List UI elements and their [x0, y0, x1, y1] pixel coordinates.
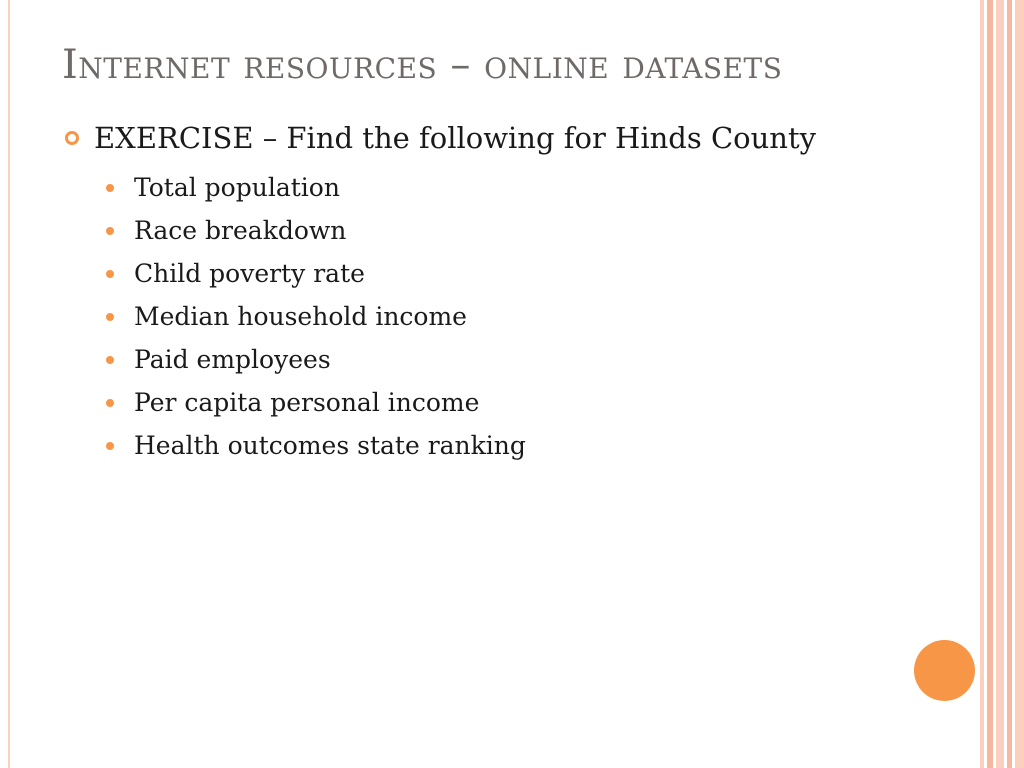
list-item [62, 295, 962, 338]
list-item [62, 424, 962, 467]
bullet-dot-icon [106, 270, 114, 278]
list-item [62, 252, 962, 295]
list-item-text: Race breakdown [134, 216, 347, 245]
list-item [62, 338, 962, 381]
list-item-text: Child poverty rate [134, 259, 365, 288]
list-item [62, 166, 962, 209]
bullet-dot-icon [106, 184, 114, 192]
bullet-ring-icon [65, 131, 79, 145]
list-item [62, 209, 962, 252]
right-border-stripe-2 [987, 0, 993, 768]
right-border-stripe-1 [980, 0, 984, 768]
decorative-circle-icon [914, 640, 975, 701]
list-item [62, 381, 962, 424]
list-item-text: Paid employees [134, 345, 331, 374]
list-item-text: Total population [134, 173, 340, 202]
main-bullet-text: EXERCISE – Find the following for Hinds County [94, 121, 816, 155]
sub-bullet-list [62, 166, 962, 467]
right-border-stripe-3 [996, 0, 1004, 768]
bullet-dot-icon [106, 399, 114, 407]
bullet-dot-icon [106, 313, 114, 321]
left-border-line [8, 0, 10, 768]
list-item-text: Median household income [134, 302, 467, 331]
bullet-dot-icon [106, 356, 114, 364]
main-bullet-item [62, 118, 962, 158]
slide-title: Internet resources – online datasets [62, 42, 783, 88]
right-border-stripe-4 [1007, 0, 1012, 768]
list-item-text: Per capita personal income [134, 388, 480, 417]
bullet-dot-icon [106, 227, 114, 235]
slide-content [62, 118, 962, 467]
right-border-stripe-5 [1015, 0, 1024, 768]
list-item-text: Health outcomes state ranking [134, 431, 526, 460]
bullet-dot-icon [106, 442, 114, 450]
